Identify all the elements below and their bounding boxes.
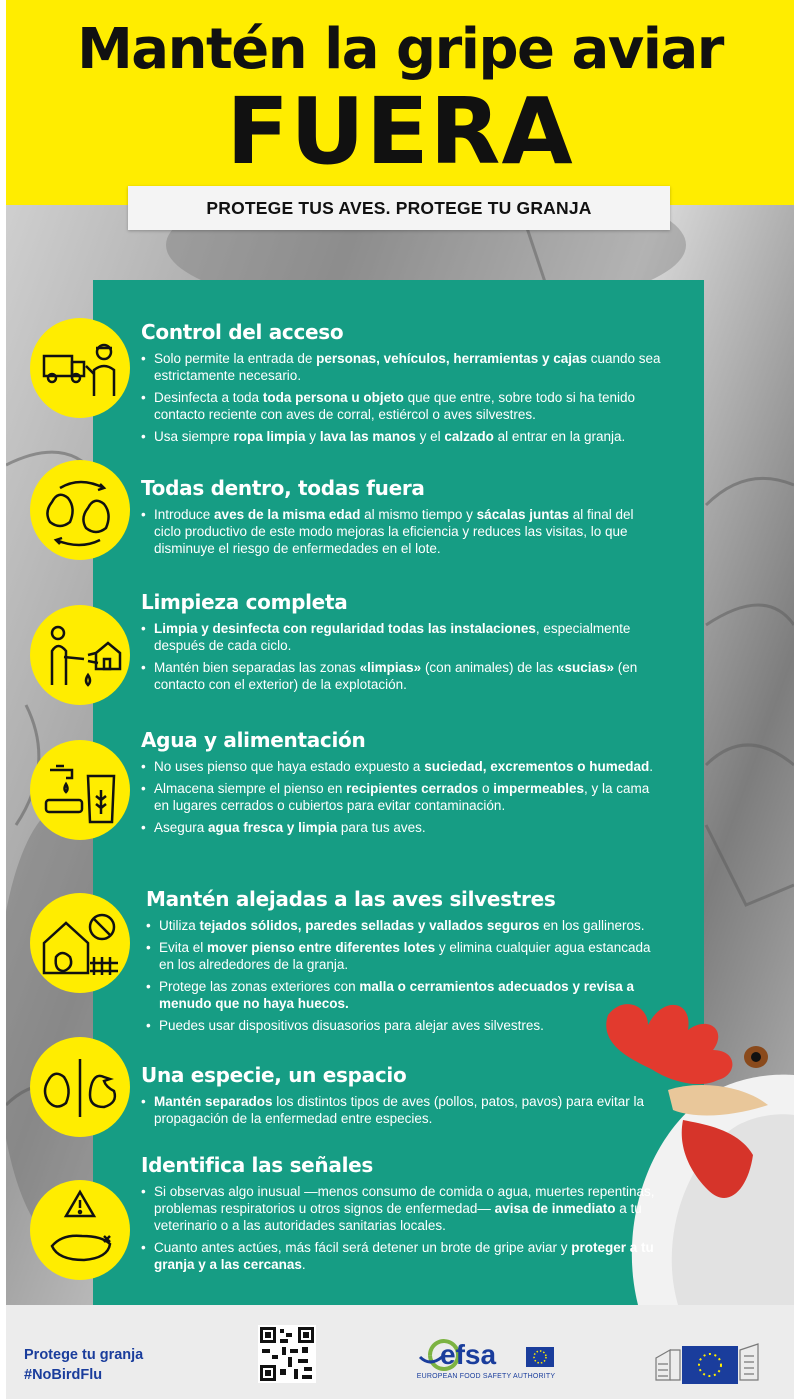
section-title: Identifica las señales (141, 1153, 373, 1177)
section-title: Mantén alejadas a las aves silvestres (146, 887, 556, 911)
qr-code[interactable] (258, 1325, 316, 1383)
section-title: Control del acceso (141, 320, 344, 344)
european-commission-logo (654, 1328, 766, 1386)
bullet-list (141, 758, 661, 836)
bullet-item: • Usa siempre ropa limpia y lava las manos y el calzado al entrar en la granja. (141, 428, 661, 445)
bullet-item: • Mantén bien separadas las zonas «limpias» (con animales) de las «sucias» (en contacto con el exterior) de la explotación. (141, 659, 661, 693)
section-warning-sick-chicken (141, 1153, 661, 1278)
efsa-logo (412, 1327, 560, 1385)
water-feed-icon (30, 740, 130, 840)
disinfection-sprayer-icon (30, 605, 130, 705)
bullet-list (141, 1183, 661, 1273)
bullet-item: • Evita el mover pienso entre diferentes lotes y elimina cualquier agua estancada en los alrededores de la granja. (146, 939, 666, 973)
bullet-item: • Protege las zonas exteriores con malla o cerramientos adecuados y revisa a menudo que no haya huecos. (146, 978, 666, 1012)
bullet-item: • Introduce aves de la misma edad al mismo tiempo y sácalas juntas al final del ciclo productivo de este modo mejoras la eficiencia y reduces las visitas, lo que disminuye el riesgo de enfermedades en el lote. (141, 506, 661, 557)
bullet-item: • Utiliza tejados sólidos, paredes selladas y vallados seguros en los gallineros. (146, 917, 666, 934)
bullet-item: • Si observas algo inusual —menos consumo de comida o agua, muertes repentinas, problemas respiratorios u otros signos de enfermedad— avisa de inmediato a tu veterinario o a las autoridades sanitarias locales. (141, 1183, 661, 1234)
section-coop-no-wild-birds (146, 887, 666, 1039)
title-line-1: Mantén la gripe aviar (77, 17, 723, 82)
section-title: Una especie, un espacio (141, 1063, 407, 1087)
section-water-feed (141, 728, 661, 841)
chickens-cycle-icon (30, 460, 130, 560)
section-title: Todas dentro, todas fuera (141, 476, 425, 500)
section-disinfection-sprayer (141, 590, 661, 698)
bullet-list (141, 506, 661, 557)
bullet-item: • Desinfecta a toda toda persona u objeto que que entre, sobre todo si ha tenido contacto reciente con aves de corral, estiércol o aves silvestres. (141, 389, 661, 423)
bullet-item: • Almacena siempre el pienso en recipientes cerrados o impermeables, y la cama en lugares cerrados o cubiertos para evitar contaminación. (141, 780, 661, 814)
section-title: Agua y alimentación (141, 728, 366, 752)
bullet-item: • Cuanto antes actúes, más fácil será detener un brote de gripe aviar y proteger a tu granja y a las cercanas. (141, 1239, 661, 1273)
footer-line-1: Protege tu granja (24, 1347, 144, 1363)
section-title: Limpieza completa (141, 590, 348, 614)
bullet-list (146, 917, 666, 1034)
bullet-item: • Mantén separados los distintos tipos de aves (pollos, patos, pavos) para evitar la propagación de la enfermedad entre especies. (141, 1093, 661, 1127)
bullet-item: • Puedes usar dispositivos disuasorios para alejar aves silvestres. (146, 1017, 666, 1034)
footer-slogan (24, 1345, 143, 1385)
efsa-wordmark: efsa (440, 1339, 497, 1370)
bullet-item: • Limpia y desinfecta con regularidad todas las instalaciones, especialmente después de cada ciclo. (141, 620, 661, 654)
bullet-item: • Asegura agua fresca y limpia para tus aves. (141, 819, 661, 836)
bullet-list (141, 620, 661, 693)
bullet-list (141, 350, 661, 445)
bullet-item: • Solo permite la entrada de personas, vehículos, herramientas y cajas cuando sea estrictamente necesario. (141, 350, 661, 384)
subtitle: PROTEGE TUS AVES. PROTEGE TU GRANJA (128, 186, 670, 230)
section-truck-worker-stop (141, 320, 661, 450)
chicken-duck-separated-icon (30, 1037, 130, 1137)
truck-worker-stop-icon (30, 318, 130, 418)
warning-sick-chicken-icon (30, 1180, 130, 1280)
efsa-full-name: EUROPEAN FOOD SAFETY AUTHORITY (416, 1373, 556, 1380)
section-chickens-cycle (141, 476, 661, 562)
title-line-2: FUERA (226, 78, 574, 185)
bullet-item: • No uses pienso que haya estado expuesto a suciedad, excrementos o humedad. (141, 758, 661, 775)
coop-no-wild-birds-icon (30, 893, 130, 993)
section-chicken-duck-separated (141, 1063, 661, 1132)
bullet-list (141, 1093, 661, 1127)
footer-hashtag: #NoBirdFlu (24, 1367, 103, 1383)
